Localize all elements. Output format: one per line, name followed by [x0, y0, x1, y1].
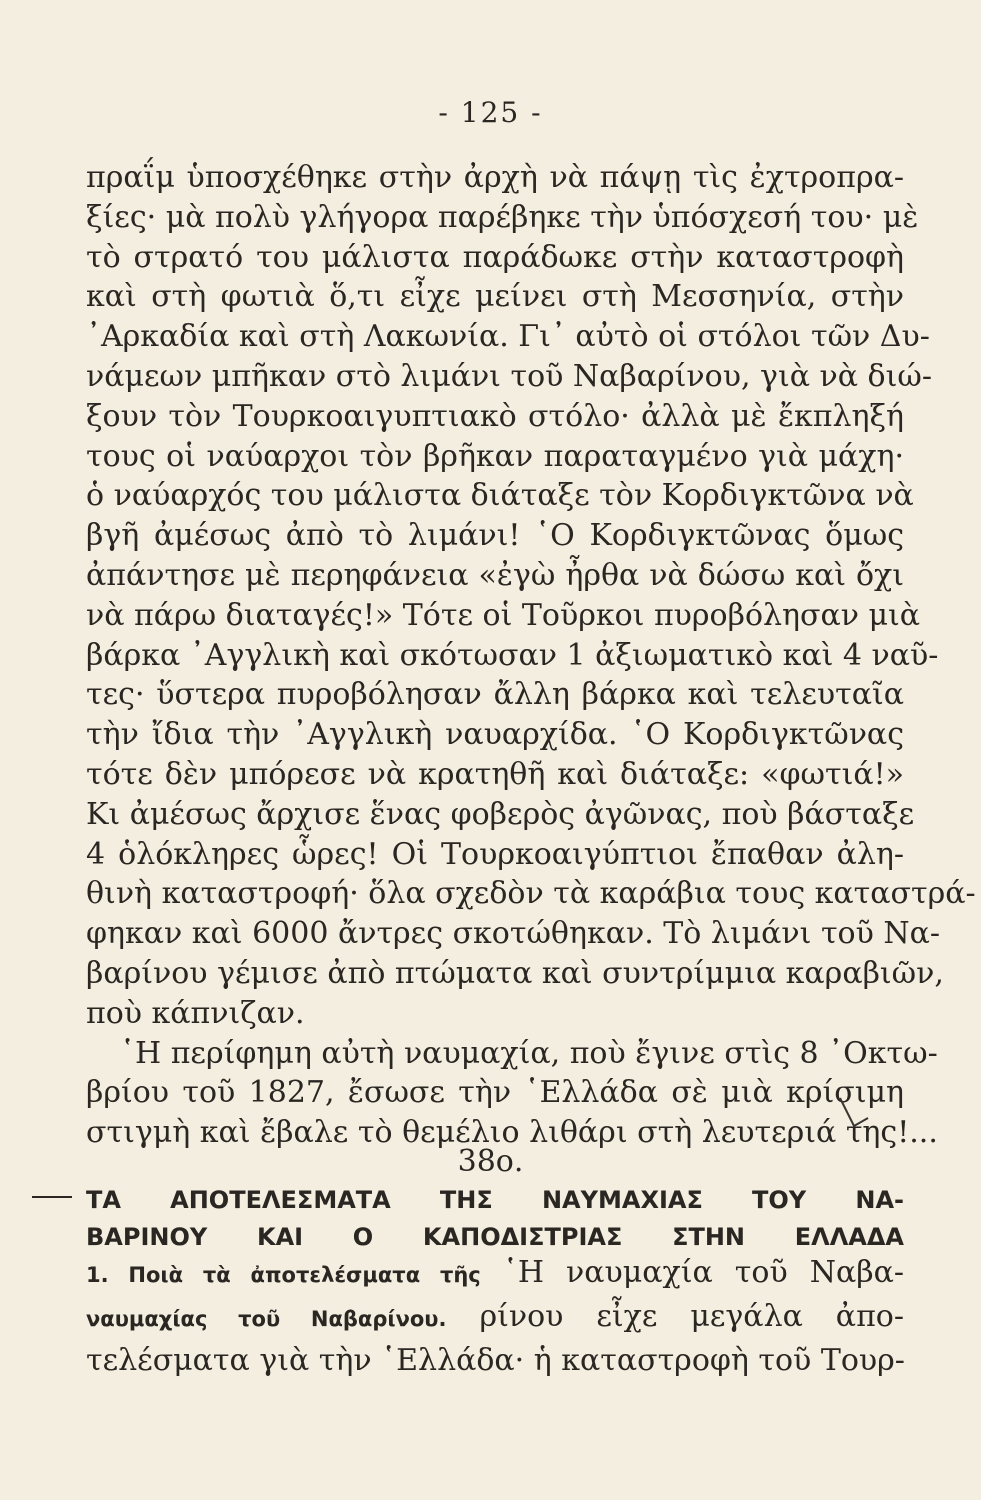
text-line: πραΐμ ὑποσχέθηκε στὴν ἀρχὴ νὰ πάψῃ τὶς ἐχτροπρα- [86, 160, 904, 195]
text-line: ῾Η περίφημη αὐτὴ ναυμαχία, ποὺ ἔγινε στὶς 8 ᾿Οκτω- [120, 1035, 938, 1071]
text-line: φηκαν καὶ 6000 ἄντρες σκοτώθηκαν. Τὸ λιμάνι τοῦ Να- [86, 916, 941, 952]
text-line: ξίες· μὰ πολὺ γλήγορα παρέβηκε τὴν ὑπόσχεσή του· μὲ [86, 199, 919, 235]
text-line: βάρκα ᾿Αγγλικὴ καὶ σκότωσαν 1 ἀξιωματικὸ καὶ 4 ναῦ- [86, 637, 939, 673]
text-line: τὸ στρατό του μάλιστα παράδωκε στὴν καταστροφὴ [86, 239, 904, 275]
section-title [86, 1182, 904, 1256]
text-line: στιγμὴ καὶ ἔβαλε τὸ θεμέλιο λιθάρι στὴ λευτεριά της!... [86, 1115, 938, 1151]
body-text [86, 158, 976, 1153]
subsection-line [86, 1296, 904, 1340]
subsection-line [86, 1252, 904, 1296]
page-number: - 125 - [438, 96, 543, 129]
text-line: θινὴ καταστροφή· ὅλα σχεδὸν τὰ καράβια τους καταστρά- [86, 876, 976, 912]
subsection-heading: 1. Ποιὰ τὰ ἀποτελέσματα τῆς [86, 1263, 481, 1287]
section-title-line: ΤΑ ΑΠΟΤΕΛΕΣΜΑΤΑ ΤΗΣ ΝΑΥΜΑΧΙΑΣ ΤΟΥ ΝΑ- [86, 1186, 904, 1214]
text-line: τὴν ἴδια τὴν ᾿Αγγλικὴ ναυαρχίδα. ῾Ο Κορδιγκτῶνας [86, 717, 904, 753]
text-line: ᾿Αρκαδία καὶ στὴ Λακωνία. Γι᾿ αὐτὸ οἱ στόλοι τῶν Δυ- [86, 319, 930, 355]
subsection-text: ῾Η ναυμαχία τοῦ Ναβα- [502, 1255, 904, 1290]
text-line: βγῆ ἀμέσως ἀπὸ τὸ λιμάνι! ῾Ο Κορδιγκτῶνας ὅμως [86, 518, 904, 554]
text-line: ποὺ κάπνιζαν. [86, 995, 305, 1031]
section-title-line: ΒΑΡΙΝΟΥ ΚΑΙ Ο ΚΑΠΟΔΙΣΤΡΙΑΣ ΣΤΗΝ ΕΛΛΑΔΑ [86, 1223, 904, 1251]
text-line: τότε δὲν μπόρεσε νὰ κρατηθῆ καὶ διάταξε: «φωτιά!» [86, 756, 904, 792]
text-line: τους οἱ ναύαρχοι τὸν βρῆκαν παραταγμένο γιὰ μάχη· [86, 438, 904, 474]
text-line: νάμεων μπῆκαν στὸ λιμάνι τοῦ Ναβαρίνου, γιὰ νὰ διώ- [86, 358, 932, 394]
text-line: ἀπάντησε μὲ περηφάνεια «ἐγὼ ἦρθα νὰ δώσω καὶ ὄχι [86, 557, 904, 593]
margin-pen-mark [836, 1096, 872, 1136]
text-line: ὁ ναύαρχός του μάλιστα διάταξε τὸν Κορδιγκτῶνα νὰ [86, 478, 914, 514]
text-line: νὰ πάρω διαταγές!» Τότε οἱ Τοῦρκοι πυροβόλησαν μιὰ [86, 597, 921, 633]
subsection-text: ρίνου εἶχε μεγάλα ἀπο- [479, 1299, 904, 1334]
subsection [86, 1252, 904, 1382]
text-line: 4 ὁλόκληρες ὧρες! Οἱ Τουρκοαιγύπτιοι ἔπαθαν ἀλη- [86, 836, 904, 872]
margin-dash-mark [32, 1196, 72, 1198]
text-line: βαρίνου γέμισε ἀπὸ πτώματα καὶ συντρίμμια καραβιῶν, [86, 955, 944, 991]
text-line: βρίου τοῦ 1827, ἔσωσε τὴν ῾Ελλάδα σὲ μιὰ κρίσιμη [86, 1075, 904, 1111]
text-line: Κι ἀμέσως ἄρχισε ἕνας φοβερὸς ἀγῶνας, ποὺ βάσταξε [86, 796, 915, 832]
subsection-heading: ναυμαχίας τοῦ Ναβαρίνου. [86, 1307, 447, 1331]
section-number: 38ο. [457, 1144, 524, 1179]
subsection-line: τελέσματα γιὰ τὴν ῾Ελλάδα· ἡ καταστροφὴ τοῦ Τουρ- [86, 1343, 905, 1378]
text-line: τες· ὕστερα πυροβόλησαν ἄλλη βάρκα καὶ τελευταῖα [86, 677, 904, 713]
text-line: καὶ στὴ φωτιὰ ὅ,τι εἶχε μείνει στὴ Μεσσηνία, στὴν [86, 279, 904, 315]
text-line: ξουν τὸν Τουρκοαιγυπτιακὸ στόλο· ἀλλὰ μὲ ἔκπληξή [86, 398, 904, 434]
